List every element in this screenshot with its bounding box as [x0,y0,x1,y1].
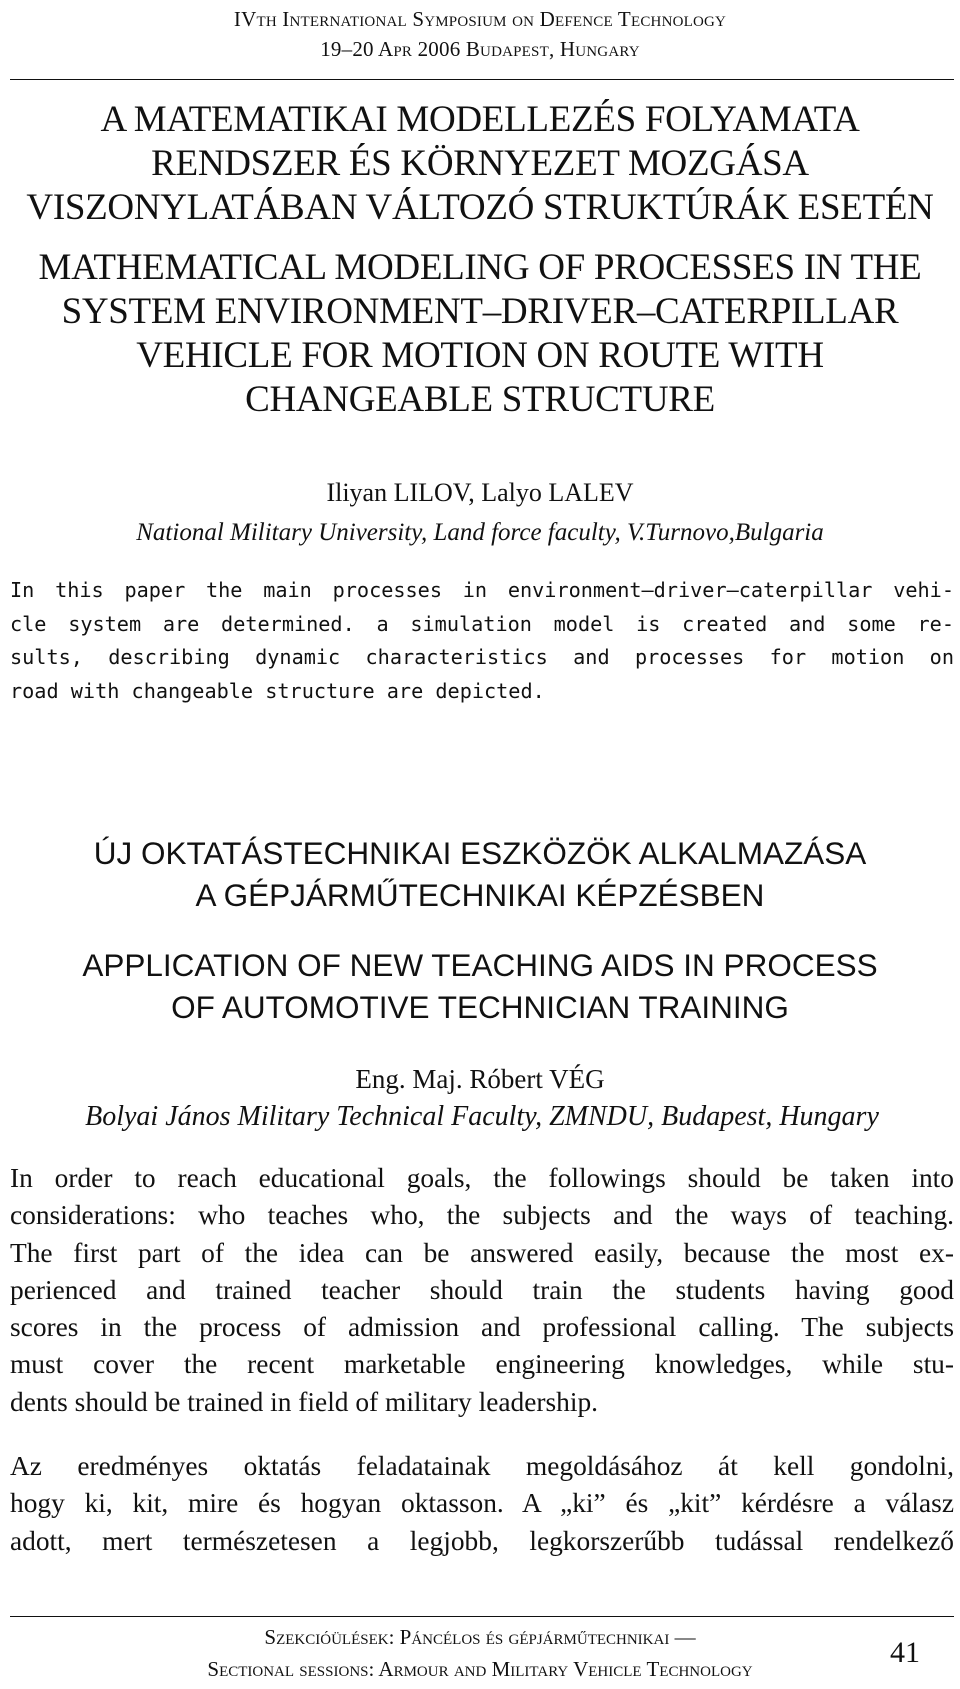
abstract-line: sults, describing dynamic characteristics and processes for motion on [10,645,954,669]
title-line: SYSTEM ENVIRONMENT–DRIVER–CATERPILLAR [61,291,899,332]
title-line: ÚJ OKTATÁSTECHNIKAI ESZKÖZÖK ALKALMAZÁSA [93,835,867,871]
article-1-title-english [0,246,960,422]
header-rule [10,79,954,80]
title-line: MATHEMATICAL MODELING OF PROCESSES IN THE [38,247,922,288]
paragraph-line: considerations: who teaches who, the subjects and the ways of teaching. [10,1200,954,1231]
running-head-line-1: IVth International Symposium on Defence Technology [233,7,727,31]
running-foot-line-1: Szekcióülések: Páncélos és gépjárműtechnikai — [264,1625,696,1649]
article-1-abstract [10,574,954,708]
article-2-title-hungarian [0,832,960,916]
running-head [0,2,960,66]
abstract-line: In this paper the main processes in environment–driver–caterpillar vehi- [10,578,954,602]
title-line: RENDSZER ÉS KÖRNYEZET MOZGÁSA [151,143,809,184]
paragraph-line: perienced and trained teacher should train the students having good [10,1274,954,1305]
article-2-title-english [0,944,960,1028]
title-line: OF AUTOMOTIVE TECHNICIAN TRAINING [171,989,789,1025]
title-line: APPLICATION OF NEW TEACHING AIDS IN PROCESS [82,947,878,983]
article-2-abstract-english [10,1160,954,1421]
paragraph-line: In order to reach educational goals, the followings should be taken into [10,1163,954,1193]
page-number: 41 [890,1636,920,1669]
running-head-line-2: 19–20 Apr 2006 Budapest, Hungary [320,37,640,61]
paragraph-line: must cover the recent marketable engineering knowledges, while stu- [10,1349,954,1380]
paragraph-line: hogy ki, kit, mire és hogyan oktasson. A „ki” és „kit” kérdésre a válasz [10,1488,954,1519]
footer-rule [10,1616,954,1617]
title-line: VISZONYLATÁBAN VÁLTOZÓ STRUKTÚRÁK ESETÉN [26,187,934,228]
title-line: CHANGEABLE STRUCTURE [245,379,715,420]
paragraph-line: dents should be trained in field of military leadership. [10,1386,598,1417]
paragraph-line: adott, mert természetesen a legjobb, legkorszerűbb tudással rendelkező [10,1525,954,1556]
title-line: A GÉPJÁRMŰTECHNIKAI KÉPZÉSBEN [195,877,765,913]
running-foot [0,1620,960,1686]
title-line: VEHICLE FOR MOTION ON ROUTE WITH [136,335,824,376]
paragraph-line: Az eredményes oktatás feladatainak megoldásához át kell gondolni, [10,1451,954,1481]
article-1-authors: Iliyan LILOV, Lalyo LALEV [326,478,634,507]
title-line: A MATEMATIKAI MODELLEZÉS FOLYAMATA [100,99,860,140]
article-2-abstract-hungarian [10,1448,954,1560]
paragraph-line: The first part of the idea can be answered easily, because the most ex- [10,1237,954,1268]
article-1-affiliation: National Military University, Land force faculty, V.Turnovo,Bulgaria [136,519,824,546]
article-1-title-hungarian [0,98,960,230]
running-foot-line-2: Sectional sessions: Armour and Military Vehicle Technology [207,1657,753,1681]
article-2-affiliation: Bolyai János Military Technical Faculty, ZMNDU, Budapest, Hungary [85,1101,879,1132]
abstract-line: cle system are determined. a simulation model is created and some re- [10,611,954,636]
abstract-line: road with changeable structure are depicted. [10,678,545,703]
paragraph-line: scores in the process of admission and professional calling. The subjects [10,1312,954,1343]
article-2-author: Eng. Maj. Róbert VÉG [355,1064,605,1094]
